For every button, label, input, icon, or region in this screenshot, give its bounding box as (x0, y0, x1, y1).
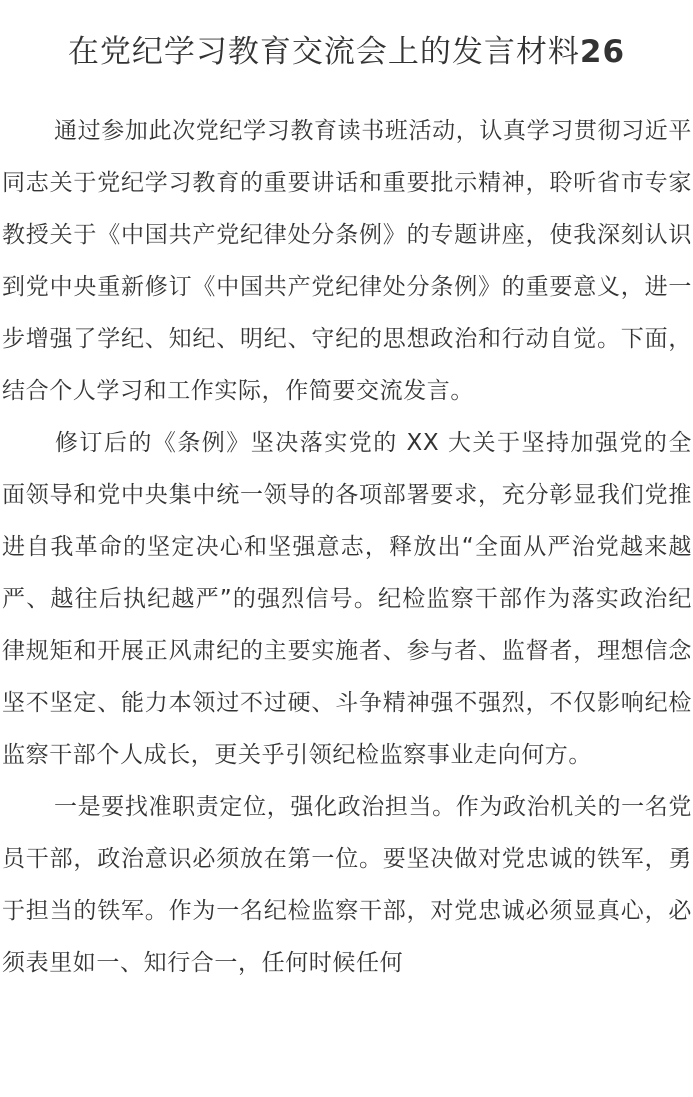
title-text: 在党纪学习教育交流会上的发言材料 (67, 34, 580, 70)
document-body (2, 105, 692, 989)
paragraph-3-text: 一是要找准职责定位，强化政治担当。作为政治机关的一名党员干部，政治意识必须放在第一位。要坚决做对党忠诚的铁军，勇于担当的铁军。作为一名纪检监察干部，对党忠诚必须显真心，必须表里如一、知行合一，任何时候任何 (2, 794, 692, 976)
paragraph-3 (2, 781, 692, 989)
paragraph-1-text: 通过参加此次党纪学习教育读书班活动，认真学习贯彻习近平同志关于党纪学习教育的重要讲话和重要批示精神，聆听省市专家教授关于《中国共产党纪律处分条例》的专题讲座，使我深刻认识到党中央重新修订《中国共产党纪律处分条例》的重要意义，进一步增强了学纪、知纪、明纪、守纪的思想政治和行动自觉。下面，结合个人学习和工作实际，作简要交流发言。 (2, 118, 692, 404)
title-number: 26 (579, 34, 626, 70)
paragraph-2 (2, 417, 692, 781)
paragraph-2-text: 修订后的《条例》坚决落实党的 XX 大关于坚持加强党的全面领导和党中央集中统一领导的各项部署要求，充分彰显我们党推进自我革命的坚定决心和坚强意志，释放出“全面从严治党越来越严、越往后执纪越严”的强烈信号。纪检监察干部作为落实政治纪律规矩和开展正风肃纪的主要实施者、参与者、监督者，理想信念坚不坚定、能力本领过不过硬、斗争精神强不强烈，不仅影响纪检监察干部个人成长，更关乎引领纪检监察事业走向何方。 (2, 430, 692, 768)
document-title (0, 30, 693, 74)
paragraph-1 (2, 105, 692, 417)
